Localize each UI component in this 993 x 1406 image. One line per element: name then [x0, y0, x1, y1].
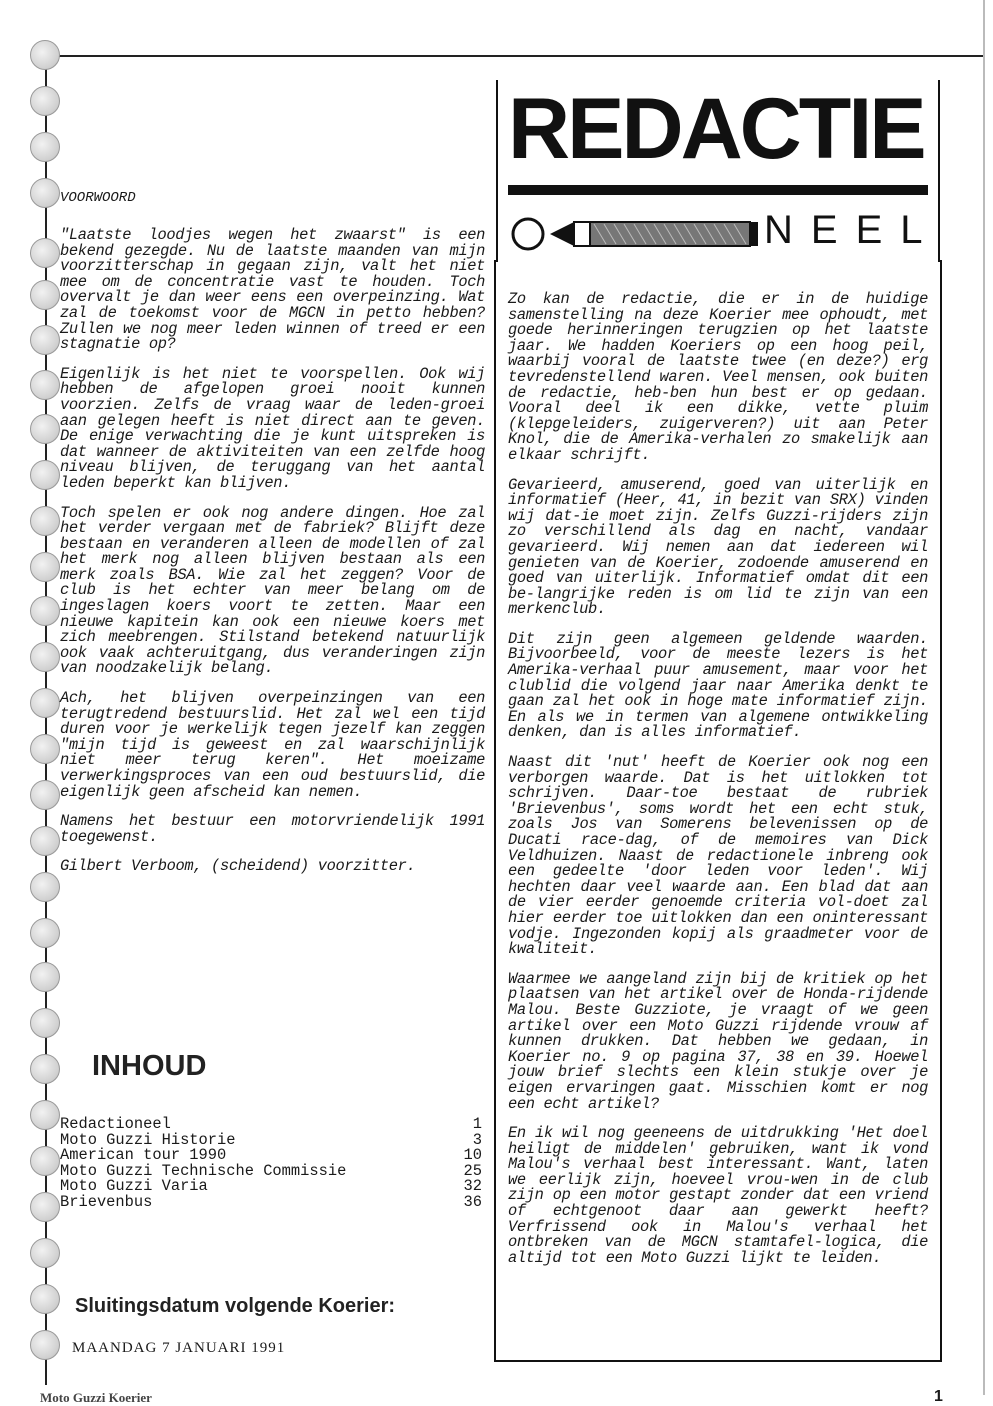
page-number: 1 [934, 1388, 943, 1405]
binding-hole [30, 1330, 60, 1360]
binding-hole [30, 370, 60, 400]
binding-hole [30, 414, 60, 444]
binding-hole [30, 596, 60, 626]
binding-hole [30, 40, 60, 70]
binding-hole [30, 780, 60, 810]
binding-hole [30, 178, 60, 208]
redactioneel-paragraph: Naast dit 'nut' heeft de Koerier ook nog een verborgen waarde. Dat is het uitlokken tot schrijven. Daar-toe bestaat de rubriek 'Brievenbus', soms wordt het een echt stuk, zoals Jos van Somerens belevenissen op de Ducati race-dag, of de memoires van Dick Veldhuizen. Naast de redactionele inbreng ook een gedeelte 'door leden voor leden'. Wij hechten daar veel waarde aan. Een blad dat aan de vier eerder genoemde criteria vol-doet zal hier eerder toe uitlokken dan een oninteressant vodje. Ingezonden kopij als graadmeter voor de kwaliteit. [508, 753, 928, 959]
binding-hole [30, 132, 60, 162]
voorwoord-heading: VOORWOORD [60, 190, 136, 206]
binding-hole [30, 1008, 60, 1038]
voorwoord-paragraph: Ach, het blijven overpeinzingen van een terugtredend bestuurslid. Het zal wel een tijd duren voor je werkelijk tegen jezelf kan zeggen "mijn tijd is geweest en zal waarschijnlijk niet meer terug keren". Het moeizame verwerkingsproces van een oud bestuurslid, die eigenlijk geen afscheid kan nemen. [60, 689, 485, 801]
masthead-bar [508, 185, 928, 195]
binding-hole [30, 1054, 60, 1084]
toc-label: Moto Guzzi Varia [60, 1177, 208, 1196]
binding-hole [30, 1238, 60, 1268]
binding-hole [30, 460, 60, 490]
toc-page: 36 [463, 1192, 482, 1211]
redactioneel-paragraph: Gevarieerd, amuserend, goed van uiterlijk en informatief (Heer, 41, in bezit van SRX) vinden wij dat-ie moet zijn. Zelfs Guzzi-rijders zijn zo verschillend als dag en nacht, vandaar gevarieerd. Wij nemen aan dat iedereen wil genieten van de Koerier, zodoende amuserend en goed van uiterlijk. Informatief omdat dit een be-langrijke reden is om lid te zijn van een merkenclub. [508, 475, 928, 619]
redactioneel-paragraph: Dit zijn geen algemeen geldende waarden. Bijvoorbeeld, voor de meeste lezers is het Amerika-verhaal puur amusement, maar voor het clublid die volgend jaar naar Amerika denkt te gaan zal het ook in hoge mate informatief zijn. En als we in termen van algemene ontwikkeling denken, dan is alles informatief. [508, 629, 928, 742]
binding-hole [30, 826, 60, 856]
voorwoord-paragraph: "Laatste loodjes wegen het zwaarst" is een bekend gezegde. Nu de laatste maanden van mijn voorzitterschap in gegaan zijn, valt het niet mee om de concentratie vast te houden. Toch overvalt je dan weer eens een overpeinzing. Wat zal de toekomst voor de MGCN in petto hebben? Zullen we nog meer leden winnen of treed er een stagnatie op? [60, 226, 485, 354]
toc-label: Moto Guzzi Historie [60, 1130, 236, 1149]
binding-hole [30, 552, 60, 582]
toc-label: Moto Guzzi Technische Commissie [60, 1161, 347, 1180]
masthead-title: REDACTIE [508, 81, 924, 177]
toc-page: 3 [472, 1130, 482, 1149]
voorwoord-paragraph: Eigenlijk is het niet te voorspellen. Ook wij hebben de afgelopen groei nooit kunnen voorzien. Zelfs de vraag waar de leden-groei aan gelegen heeft is niet direct aan te geven. De enige verwachting die je kunt uitspreken is dat wanneer de aktiviteiten van een zelfde hoog niveau blijven, de teruggang van het aantal leden beperkt kan blijven. [60, 364, 485, 492]
toc-label: Brievenbus [60, 1192, 153, 1211]
binding-hole [30, 506, 60, 536]
redactioneel-section [508, 292, 928, 1280]
toc-label: American tour 1990 [60, 1146, 227, 1165]
redactioneel-paragraph: Zo kan de redactie, die er in de huidige samenstelling na deze Koerier mee ophoudt, met goede herinneringen terugzien op het laatste jaar. We hadden Koeriers op een hoog peil, waarbij vooral de laatste twee (en deze?) erg tevredenstellend waren. Veel mensen, ook buiten de redactie, heb-ben hun best er op gedaan. Vooral deel ik een dikke, vette pluim (klepgeleiders, zuigerveren?) uit aan Peter Knol, die de Amerika-verhalen zo smakelijk aan elkaar schrijft. [508, 290, 928, 464]
toc-page: 25 [463, 1161, 482, 1180]
top-rule [45, 55, 985, 57]
binding-hole [30, 688, 60, 718]
binding-hole [30, 280, 60, 310]
footer-publication: Moto Guzzi Koerier [40, 1390, 152, 1405]
toc-page: 1 [472, 1115, 482, 1133]
page-edge-rule [983, 0, 985, 1395]
binding-holes [30, 40, 60, 1380]
sluitingsdatum-heading: Sluitingsdatum volgende Koerier: [75, 1295, 396, 1317]
binding-hole [30, 642, 60, 672]
binding-hole [30, 734, 60, 764]
masthead-subtitle: NEEL [764, 208, 941, 252]
binding-hole [30, 238, 60, 268]
binding-hole [30, 86, 60, 116]
binding-hole [30, 1100, 60, 1130]
table-of-contents [60, 1117, 482, 1211]
inhoud-heading: INHOUD [92, 1050, 207, 1082]
voorwoord-paragraph: Namens het bestuur een motorvriendelijk 1991 toegewenst. [60, 812, 485, 846]
binding-hole [30, 962, 60, 992]
binding-hole [30, 1284, 60, 1314]
redactioneel-paragraph: En ik wil nog geeneens de uitdrukking 'Het doel heiligt de middelen' gebruiken, want ik vond Malou's verhaal best interessant. Want, laten we eerlijk zijn, hoeveel vrou-wen in de club zijn op een motor gestapt zonder dat een vriend of echtgenoot daar aan gewerkt heeft? Verfrissend ook in Malou's verhaal het ontbreken van de MGCN stamtafel-logica, die altijd tot een Moto Guzzi lijkt te leiden. [508, 1124, 928, 1267]
toc-page: 10 [463, 1146, 482, 1165]
toc-page: 32 [463, 1177, 482, 1196]
voorwoord-paragraph: Toch spelen er ook nog andere dingen. Hoe zal het verder vergaan met de fabriek? Blijft deze bestaan en veranderen alleen de modellen of zal het merk nog alleen blijven bestaan als een merk zoals BSA. Wie zal het zeggen? Voor de club is het echter van meer belang om de ingeslagen koers voort te zetten. Maar een nieuwe kapitein kan ook een nieuwe koers met zich meebrengen. Stilstand betekend natuurlijk ook vaak achteruitgang, dus veranderingen zijn van noodzakelijk belang. [60, 503, 485, 678]
binding-hole [30, 325, 60, 355]
toc-row [60, 1192, 482, 1211]
voorwoord-signature: Gilbert Verboom, (scheidend) voorzitter. [60, 857, 416, 876]
binding-hole [30, 1146, 60, 1176]
redactioneel-paragraph: Waarmee we aangeland zijn bij de kritiek op het plaatsen van het artikel over de Honda-rijdende Malou. Beste Guzziote, je vraagt of we geen artikel over een Moto Guzzi rijdende vrouw af kunnen drukken. Dat hebben we gedaan, in Koerier no. 9 op pagina 37, 38 en 39. Hoewel jouw brief slechts een klein stukje over je eigen ervaringen gaat. Misschien komt er nog een echt artikel? [508, 969, 928, 1113]
binding-hole [30, 872, 60, 902]
voorwoord-section [60, 190, 485, 889]
pencil-icon [510, 212, 760, 256]
binding-hole [30, 1192, 60, 1222]
sluitingsdatum-date: MAANDAG 7 JANUARI 1991 [72, 1340, 286, 1356]
binding-hole [30, 918, 60, 948]
toc-label: Redactioneel [60, 1115, 171, 1133]
